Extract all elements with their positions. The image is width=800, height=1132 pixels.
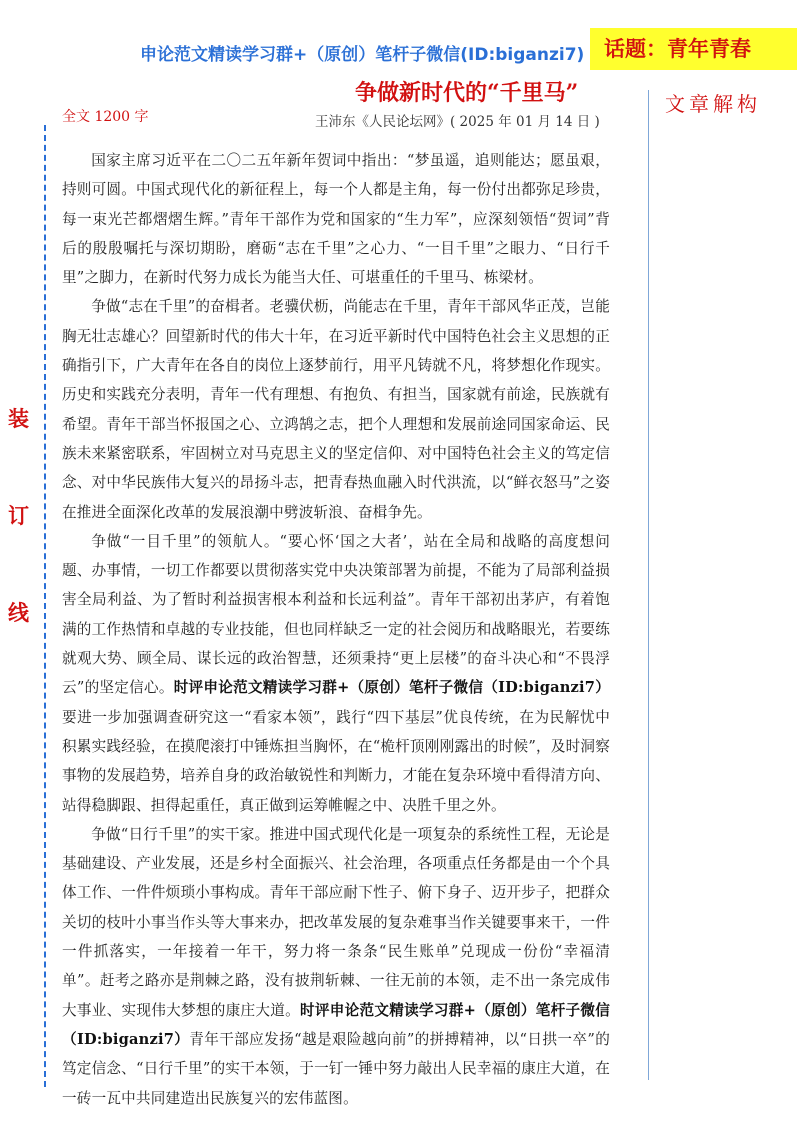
paragraph-action — [62, 820, 610, 1113]
promo-highlight: 时评申论范文精读学习群+（原创）笔杆子微信（ID:biganzi7） — [62, 1001, 610, 1048]
binding-char-ding: 订 — [8, 504, 29, 528]
analysis-label: 文章解构 — [665, 92, 761, 116]
word-count: 全文 1200 字 — [62, 109, 149, 125]
paragraph-intro — [62, 146, 610, 292]
paragraph-tail: 要进一步加强调查研究这一“看家本领”，践行“四下基层”优良传统，在为民解忧中积累实践经验，在摸爬滚打中锤炼担当胸怀，在“桅杆顶刚刚露出的时候”，及时洞察事物的发展趋势，培养自身的政治敏锐性和判断力，才能在复杂环境中看得清方向、站得稳脚跟、担得起重任，真正做到运筹帷幄之中、决胜千里之外。 — [62, 708, 610, 814]
paragraph-text: 争做“日行千里”的实干家。推进中国式现代化是一项复杂的系统性工程，无论是基础建设、产业发展，还是乡村全面振兴、社会治理，各项重点任务都是由一个个具体工作、一件件烦琐小事构成。青年干部应耐下性子、俯下身子、迈开步子，把群众关切的枝叶小事当作头等大事来办，把改革发展的复杂难事当作关键要事来干，一件一件抓落实，一年接着一年干，努力将一条条“民生账单”兑现成一份份“幸福清单”。赶考之路亦是荆棘之路，没有披荆斩棘、一往无前的本领，走不出一条完成伟大事业、实现伟大梦想的康庄大道。 — [62, 825, 610, 1019]
notes-divider — [648, 90, 649, 1080]
paragraph-tail: 青年干部应发扬“越是艰险越向前”的拼搏精神，以“日拱一卒”的笃定信念、“日行千里”的实干本领，于一钉一锤中努力敲出人民幸福的康庄大道，在一砖一瓦中共同建造出民族复兴的宏伟蓝图。 — [62, 1030, 610, 1107]
topic-badge: 话题：青年青春 — [590, 28, 797, 70]
paragraph-text: 国家主席习近平在二〇二五年新年贺词中指出：“梦虽遥，追则能达；愿虽艰，持则可圆。中国式现代化的新征程上，每一个人都是主角，每一份付出都弥足珍贵，每一束光芒都熠熠生辉。”青年干部作为党和国家的“生力军”，应深刻领悟“贺词”背后的殷殷嘱托与深切期盼，磨砺“志在千里”之心力、“一目千里”之眼力、“日行千里”之脚力，在新时代努力成长为能当大任、可堪重任的千里马、栋梁材。 — [62, 152, 610, 287]
byline: 王沛东《人民论坛网》( 2025 年 01 月 14 日 ) — [315, 114, 600, 130]
paragraph-ambition — [62, 292, 610, 526]
promo-highlight: 时评申论范文精读学习群+（原创）笔杆子微信（ID:biganzi7） — [173, 679, 610, 697]
binding-dashed-line — [44, 125, 46, 1087]
binding-char-xian: 线 — [8, 601, 29, 625]
series-header: 申论范文精读学习群+（原创）笔杆子微信(ID:biganzi7) — [140, 45, 585, 65]
paragraph-text: 争做“一目千里”的领航人。“要心怀‘国之大者’，站在全局和战略的高度想问题、办事情，一切工作都要以贯彻落实党中央决策部署为前提，不能为了局部利益损害全局利益、为了暂时利益损害根本利益和长远利益”。青年干部初出茅庐，有着饱满的工作热情和卓越的专业技能，但也同样缺乏一定的社会阅历和战略眼光，若要练就观大势、顾全局、谋长远的政治智慧，还须秉持“更上层楼”的奋斗决心和“不畏浮云”的坚定信心。 — [62, 532, 610, 697]
article-title: 争做新时代的“千里马” — [355, 80, 579, 106]
paragraph-text: 争做“志在千里”的奋楫者。老骥伏枥，尚能志在千里，青年干部风华正茂，岂能胸无壮志雄心？回望新时代的伟大十年，在习近平新时代中国特色社会主义思想的正确指引下，广大青年在各自的岗位上逐梦前行，用平凡铸就不凡，将梦想化作现实。历史和实践充分表明，青年一代有理想、有抱负、有担当，国家就有前途，民族就有希望。青年干部当怀报国之心、立鸿鹄之志，把个人理想和发展前途同国家命运、民族未来紧密联系，牢固树立对马克思主义的坚定信仰、对中国特色社会主义的笃定信念、对中华民族伟大复兴的昂扬斗志，把青春热血融入时代洪流，以“鲜衣怒马”之姿在推进全面深化改革的发展浪潮中劈波斩浪、奋楫争先。 — [62, 298, 610, 521]
article-body — [62, 146, 610, 1113]
binding-char-zhuang: 装 — [8, 407, 29, 431]
paragraph-vision — [62, 527, 610, 820]
